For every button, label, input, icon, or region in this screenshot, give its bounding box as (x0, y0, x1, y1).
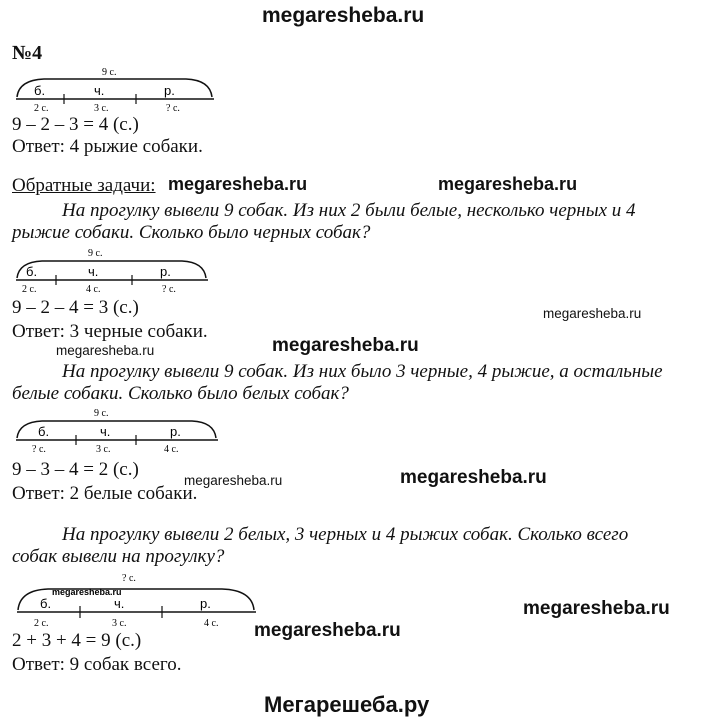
watermark: megaresheba.ru (254, 620, 401, 641)
task-number: №4 (12, 42, 43, 64)
segment-diagram-2 (14, 244, 214, 296)
problem-4-line-2: собак вывели на прогулку? (12, 546, 225, 567)
segment-label-black: ч. (88, 264, 99, 279)
watermark: megaresheba.ru (400, 467, 547, 488)
segment-value-2: 3 с. (96, 444, 111, 455)
problem-4-line-1: На прогулку вывели 2 белых, 3 черных и 4 рыжих собак. Сколько всего (62, 524, 629, 545)
segment-label-black: ч. (100, 424, 111, 439)
segment-label-red: р. (164, 83, 175, 98)
segment-value-1: 2 с. (34, 618, 49, 629)
segment-label-red: р. (170, 424, 181, 439)
watermark: megaresheba.ru (184, 473, 283, 488)
segment-diagram-1 (14, 64, 219, 114)
watermark: megaresheba.ru (168, 174, 308, 194)
equation-2: 9 – 2 – 4 = 3 (с.) (12, 297, 139, 318)
segment-label-white: б. (34, 83, 46, 98)
segment-value-3: 4 с. (164, 444, 179, 455)
answer-2: Ответ: 3 черные собаки. (12, 321, 208, 342)
equation-3: 9 – 3 – 4 = 2 (с.) (12, 459, 139, 480)
segment-label-white: б. (40, 596, 52, 611)
segment-value-3: ? с. (166, 103, 180, 114)
watermark: megaresheba.ru (272, 335, 419, 356)
inverse-problems-heading: Обратные задачи: (12, 175, 156, 196)
watermark: megaresheba.ru (523, 598, 670, 619)
answer-1: Ответ: 4 рыжие собаки. (12, 136, 203, 157)
watermark: megaresheba.ru (56, 343, 155, 358)
equation-4: 2 + 3 + 4 = 9 (с.) (12, 630, 142, 651)
segment-value-2: 3 с. (94, 103, 109, 114)
diagram-total-label: 9 с. (102, 67, 117, 78)
problem-2-line-1: На прогулку вывели 9 собак. Из них 2 были белые, несколько черных и 4 (62, 200, 636, 221)
watermark: megaresheba.ru (52, 587, 122, 597)
segment-diagram-3 (14, 404, 224, 456)
segment-value-3: ? с. (162, 284, 176, 295)
segment-value-2: 3 с. (112, 618, 127, 629)
segment-diagram-4 (14, 568, 264, 630)
diagram-brace (17, 261, 206, 278)
segment-value-1: 2 с. (22, 284, 37, 295)
segment-label-white: б. (26, 264, 38, 279)
segment-value-1: ? с. (32, 444, 46, 455)
equation-1: 9 – 2 – 3 = 4 (с.) (12, 114, 139, 135)
segment-value-3: 4 с. (204, 618, 219, 629)
problem-2-line-2: рыжие собаки. Сколько было черных собак? (12, 222, 371, 243)
segment-label-red: р. (160, 264, 171, 279)
segment-label-red: р. (200, 596, 211, 611)
answer-3: Ответ: 2 белые собаки. (12, 483, 198, 504)
answer-4: Ответ: 9 собак всего. (12, 654, 182, 675)
segment-label-white: б. (38, 424, 50, 439)
segment-value-2: 4 с. (86, 284, 101, 295)
footer-site-title: Мегарешеба.ру (264, 692, 430, 717)
segment-label-black: ч. (114, 596, 125, 611)
watermark: megaresheba.ru (438, 174, 578, 194)
diagram-brace (17, 79, 212, 97)
diagram-total-label: 9 с. (88, 248, 103, 259)
header-site-title: megaresheba.ru (262, 4, 425, 27)
diagram-total-label: 9 с. (94, 408, 109, 419)
segment-value-1: 2 с. (34, 103, 49, 114)
problem-3-line-1: На прогулку вывели 9 собак. Из них было 3 черные, 4 рыжие, а остальные (62, 361, 663, 382)
watermark: megaresheba.ru (543, 306, 642, 321)
segment-label-black: ч. (94, 83, 105, 98)
diagram-total-label: ? с. (122, 573, 136, 584)
problem-3-line-2: белые собаки. Сколько было белых собак? (12, 383, 349, 404)
